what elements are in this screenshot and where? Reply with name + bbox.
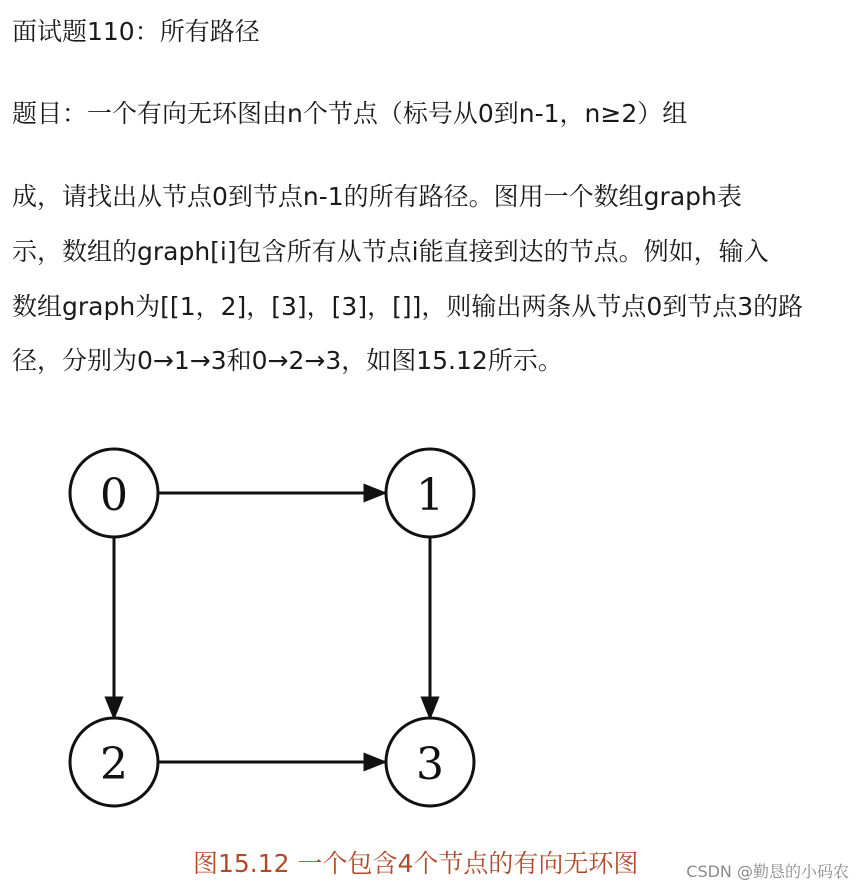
node-label-3: 3	[416, 739, 444, 790]
figure-caption: 图15.12 一个包含4个节点的有向无环图	[193, 849, 639, 878]
watermark: CSDN @勤恳的小码农	[686, 862, 849, 881]
node-label-2: 2	[100, 739, 128, 790]
paragraph-line: 题目：一个有向无环图由n个节点（标号从0到n-1，n≥2）组	[12, 99, 688, 128]
paragraph-line: 径，分别为0→1→3和0→2→3，如图15.12所示。	[12, 346, 563, 375]
paragraph-line: 示，数组的graph[i]包含所有从节点i能直接到达的节点。例如，输入	[12, 237, 769, 266]
node-label-0: 0	[100, 470, 128, 521]
node-label-1: 1	[416, 470, 444, 521]
page-title: 面试题110：所有路径	[12, 17, 260, 46]
graph-figure	[0, 440, 520, 840]
paragraph-line: 数组graph为[[1，2]，[3]，[3]，[]]，则输出两条从节点0到节点3的路	[12, 292, 804, 321]
paragraph-line: 成，请找出从节点0到节点n-1的所有路径。图用一个数组graph表	[12, 182, 742, 211]
